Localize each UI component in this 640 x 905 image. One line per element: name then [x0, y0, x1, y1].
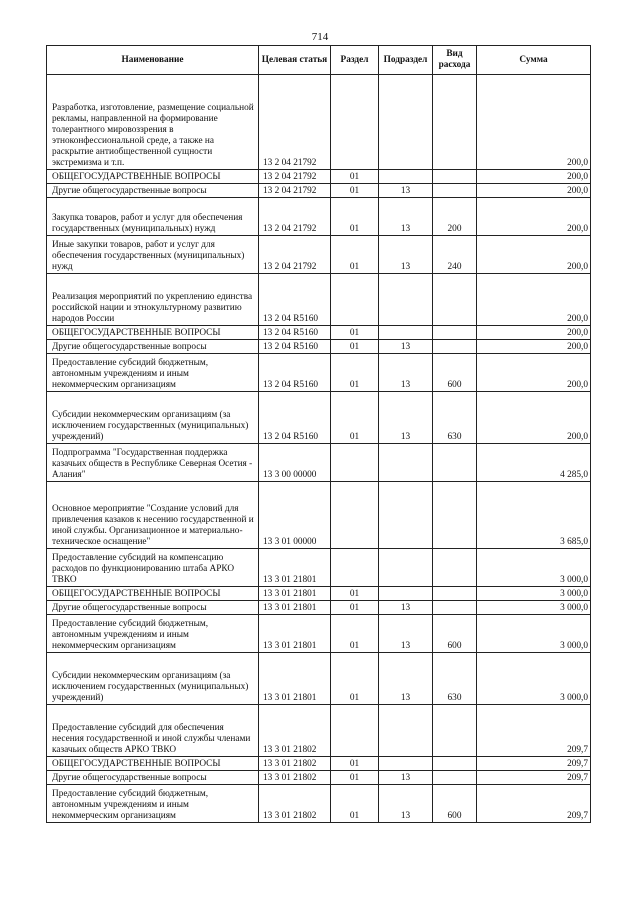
cell-amount: 200,0 — [477, 326, 591, 340]
cell-section: 01 — [331, 392, 379, 444]
cell-section: 01 — [331, 354, 379, 392]
table-row — [47, 274, 591, 326]
cell-subsection: 13 — [379, 236, 433, 274]
cell-target-article: 13 2 04 21792 — [259, 236, 331, 274]
table-row — [47, 236, 591, 274]
cell-subsection — [379, 549, 433, 587]
cell-expense-type — [433, 184, 477, 198]
cell-subsection — [379, 757, 433, 771]
cell-section — [331, 482, 379, 549]
cell-subsection — [379, 326, 433, 340]
cell-name: Другие общегосударственные вопросы — [47, 184, 259, 198]
cell-expense-type — [433, 757, 477, 771]
cell-target-article: 13 3 01 00000 — [259, 482, 331, 549]
table-row — [47, 444, 591, 482]
cell-target-article: 13 2 04 21792 — [259, 75, 331, 170]
table-row — [47, 170, 591, 184]
cell-name: ОБЩЕГОСУДАРСТВЕННЫЕ ВОПРОСЫ — [47, 587, 259, 601]
table-row — [47, 785, 591, 823]
cell-target-article: 13 3 01 21801 — [259, 549, 331, 587]
cell-amount: 209,7 — [477, 785, 591, 823]
cell-expense-type — [433, 705, 477, 757]
cell-amount: 200,0 — [477, 184, 591, 198]
cell-section: 01 — [331, 615, 379, 653]
table-row — [47, 653, 591, 705]
cell-amount: 209,7 — [477, 771, 591, 785]
cell-section: 01 — [331, 785, 379, 823]
cell-expense-type — [433, 444, 477, 482]
cell-target-article: 13 3 01 21801 — [259, 653, 331, 705]
cell-subsection — [379, 587, 433, 601]
cell-name: Другие общегосударственные вопросы — [47, 601, 259, 615]
cell-expense-type — [433, 75, 477, 170]
cell-subsection: 13 — [379, 771, 433, 785]
cell-subsection: 13 — [379, 340, 433, 354]
cell-name: Закупка товаров, работ и услуг для обеспечения государственных (муниципальных) нужд — [47, 198, 259, 236]
cell-section: 01 — [331, 771, 379, 785]
cell-amount: 200,0 — [477, 392, 591, 444]
cell-target-article: 13 2 04 R5160 — [259, 340, 331, 354]
cell-amount: 3 685,0 — [477, 482, 591, 549]
cell-target-article: 13 2 04 R5160 — [259, 274, 331, 326]
cell-section — [331, 705, 379, 757]
cell-name: Субсидии некоммерческим организациям (за исключением государственных (муниципальных) учреждений) — [47, 392, 259, 444]
table-row — [47, 601, 591, 615]
cell-name: Предоставление субсидий бюджетным, автономным учреждениям и иным некоммерческим организациям — [47, 785, 259, 823]
header-subsection: Подраздел — [379, 46, 433, 75]
cell-subsection — [379, 444, 433, 482]
cell-section: 01 — [331, 236, 379, 274]
cell-target-article: 13 2 04 21792 — [259, 184, 331, 198]
cell-expense-type — [433, 274, 477, 326]
cell-target-article: 13 2 04 21792 — [259, 170, 331, 184]
cell-target-article: 13 3 01 21802 — [259, 771, 331, 785]
cell-subsection: 13 — [379, 184, 433, 198]
cell-subsection — [379, 170, 433, 184]
table-row — [47, 392, 591, 444]
cell-section: 01 — [331, 170, 379, 184]
cell-subsection: 13 — [379, 653, 433, 705]
cell-section — [331, 549, 379, 587]
cell-subsection: 13 — [379, 354, 433, 392]
cell-section: 01 — [331, 757, 379, 771]
cell-expense-type — [433, 170, 477, 184]
cell-amount: 209,7 — [477, 757, 591, 771]
cell-subsection: 13 — [379, 785, 433, 823]
cell-name: Субсидии некоммерческим организациям (за исключением государственных (муниципальных) учреждений) — [47, 653, 259, 705]
budget-table — [46, 45, 591, 823]
table-row — [47, 549, 591, 587]
cell-amount: 200,0 — [477, 198, 591, 236]
cell-amount: 200,0 — [477, 274, 591, 326]
cell-name: Разработка, изготовление, размещение социальной рекламы, направленной на формирование толерантного мировоззрения в этноконфессиональной среде, а также на раскрытие антиобщественной сущности экстремизма и т.п. — [47, 75, 259, 170]
cell-name: Предоставление субсидий бюджетным, автономным учреждениям и иным некоммерческим организациям — [47, 354, 259, 392]
cell-name: Подпрограмма "Государственная поддержка казачьих обществ в Республике Северная Осетия - Алания" — [47, 444, 259, 482]
cell-expense-type — [433, 549, 477, 587]
cell-expense-type: 630 — [433, 653, 477, 705]
cell-target-article: 13 3 01 21801 — [259, 615, 331, 653]
table-header-row — [47, 46, 591, 75]
cell-section — [331, 444, 379, 482]
cell-target-article: 13 2 04 R5160 — [259, 354, 331, 392]
cell-expense-type — [433, 601, 477, 615]
cell-section: 01 — [331, 340, 379, 354]
cell-expense-type — [433, 326, 477, 340]
cell-amount: 3 000,0 — [477, 653, 591, 705]
cell-subsection — [379, 482, 433, 549]
table-row — [47, 482, 591, 549]
cell-name: Основное мероприятие "Создание условий для привлечения казаков к несению государственной и иной службы. Организационное и материально-техническое оснащение" — [47, 482, 259, 549]
cell-expense-type — [433, 771, 477, 785]
header-section: Раздел — [331, 46, 379, 75]
cell-name: ОБЩЕГОСУДАРСТВЕННЫЕ ВОПРОСЫ — [47, 326, 259, 340]
header-expense-type: Вид расхода — [433, 46, 477, 75]
cell-expense-type: 600 — [433, 785, 477, 823]
table-row — [47, 354, 591, 392]
cell-section: 01 — [331, 587, 379, 601]
cell-target-article: 13 3 01 21802 — [259, 705, 331, 757]
cell-target-article: 13 2 04 R5160 — [259, 392, 331, 444]
table-row — [47, 326, 591, 340]
cell-expense-type: 630 — [433, 392, 477, 444]
cell-section: 01 — [331, 653, 379, 705]
cell-expense-type: 600 — [433, 354, 477, 392]
cell-expense-type: 200 — [433, 198, 477, 236]
cell-target-article: 13 3 00 00000 — [259, 444, 331, 482]
page-number: 714 — [311, 31, 329, 43]
cell-section: 01 — [331, 326, 379, 340]
header-name: Наименование — [47, 46, 259, 75]
cell-subsection: 13 — [379, 392, 433, 444]
cell-amount: 3 000,0 — [477, 587, 591, 601]
cell-amount: 209,7 — [477, 705, 591, 757]
table-body — [47, 75, 591, 823]
cell-target-article: 13 2 04 R5160 — [259, 326, 331, 340]
cell-subsection — [379, 274, 433, 326]
cell-name: Предоставление субсидий бюджетным, автономным учреждениям и иным некоммерческим организациям — [47, 615, 259, 653]
cell-name: ОБЩЕГОСУДАРСТВЕННЫЕ ВОПРОСЫ — [47, 757, 259, 771]
table-row — [47, 198, 591, 236]
cell-amount: 200,0 — [477, 236, 591, 274]
cell-name: ОБЩЕГОСУДАРСТВЕННЫЕ ВОПРОСЫ — [47, 170, 259, 184]
cell-amount: 200,0 — [477, 340, 591, 354]
cell-amount: 200,0 — [477, 75, 591, 170]
cell-section: 01 — [331, 198, 379, 236]
cell-subsection — [379, 75, 433, 170]
cell-amount: 4 285,0 — [477, 444, 591, 482]
cell-target-article: 13 3 01 21801 — [259, 587, 331, 601]
cell-section: 01 — [331, 184, 379, 198]
cell-target-article: 13 3 01 21801 — [259, 601, 331, 615]
cell-subsection: 13 — [379, 601, 433, 615]
cell-expense-type: 600 — [433, 615, 477, 653]
table-row — [47, 615, 591, 653]
cell-name: Реализация мероприятий по укреплению единства российской нации и этнокультурному развитию народов России — [47, 274, 259, 326]
cell-target-article: 13 3 01 21802 — [259, 785, 331, 823]
cell-name: Иные закупки товаров, работ и услуг для обеспечения государственных (муниципальных) нужд — [47, 236, 259, 274]
cell-name: Другие общегосударственные вопросы — [47, 340, 259, 354]
cell-target-article: 13 2 04 21792 — [259, 198, 331, 236]
cell-subsection: 13 — [379, 615, 433, 653]
header-target-article: Целевая статья — [259, 46, 331, 75]
cell-target-article: 13 3 01 21802 — [259, 757, 331, 771]
table-row — [47, 184, 591, 198]
table-row — [47, 587, 591, 601]
table-row — [47, 75, 591, 170]
cell-name: Другие общегосударственные вопросы — [47, 771, 259, 785]
cell-name: Предоставление субсидий для обеспечения несения государственной и иной службы членами казачьих обществ АРКО ТВКО — [47, 705, 259, 757]
cell-expense-type: 240 — [433, 236, 477, 274]
cell-section — [331, 274, 379, 326]
cell-expense-type — [433, 587, 477, 601]
table-row — [47, 340, 591, 354]
cell-name: Предоставление субсидий на компенсацию расходов по функционированию штаба АРКО ТВКО — [47, 549, 259, 587]
table-row — [47, 771, 591, 785]
cell-amount: 3 000,0 — [477, 601, 591, 615]
cell-expense-type — [433, 482, 477, 549]
table-row — [47, 705, 591, 757]
cell-amount: 3 000,0 — [477, 549, 591, 587]
cell-amount: 3 000,0 — [477, 615, 591, 653]
cell-expense-type — [433, 340, 477, 354]
cell-section: 01 — [331, 601, 379, 615]
cell-amount: 200,0 — [477, 170, 591, 184]
cell-section — [331, 75, 379, 170]
header-amount: Сумма — [477, 46, 591, 75]
cell-subsection: 13 — [379, 198, 433, 236]
table-row — [47, 757, 591, 771]
cell-amount: 200,0 — [477, 354, 591, 392]
cell-subsection — [379, 705, 433, 757]
